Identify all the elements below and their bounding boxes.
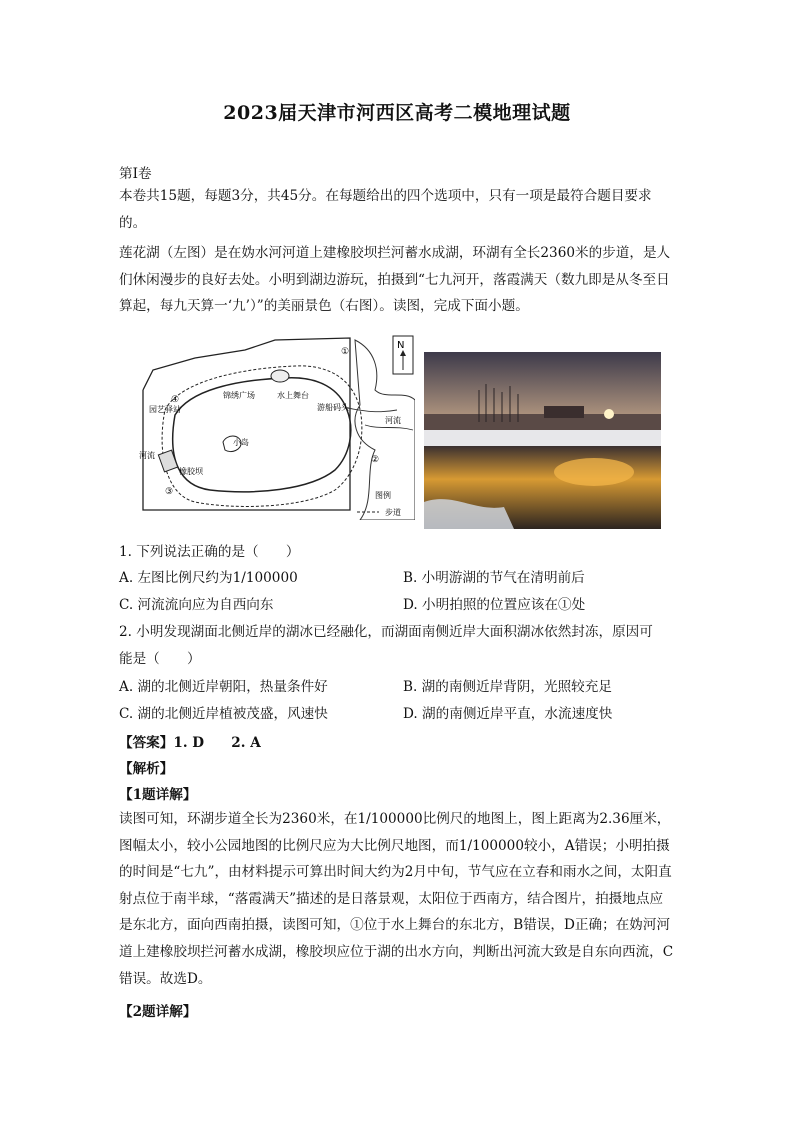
- q2-option-c: C. 湖的北侧近岸植被茂盛，风速快: [119, 706, 328, 722]
- q1-stem: 1. 下列说法正确的是（ ）: [119, 544, 300, 560]
- intro-paragraph: 本卷共15题，每题3分，共45分。在每题给出的四个选项中，只有一项是最符合题目要求的。: [119, 188, 652, 231]
- q2-stem-line1: 2. 小明发现湖面北侧近岸的湖冰已经融化，而湖面南侧近岸大面积湖冰依然封冻，原因可: [119, 624, 653, 640]
- north-label: N: [397, 340, 405, 351]
- island-label: 小岛: [233, 438, 249, 447]
- section-label: 第Ⅰ卷: [119, 166, 152, 182]
- material-paragraph: 莲花湖（左图）是在妫水河河道上建橡胶坝拦河蓄水成湖，环湖有全长2360米的步道，是人们休闲漫步的良好去处。小明到湖边游玩，拍摄到“七九河开，落霞满天（数九即是从冬至日算起，每九天算一‘九’）”的美丽景色（右图）。读图，完成下面小题。: [119, 245, 671, 315]
- q2-option-b: B. 湖的南侧近岸背阴，光照较充足: [403, 679, 612, 695]
- q1-option-a: A. 左图比例尺约为1/100000: [119, 570, 298, 586]
- detail2-heading: 【2题详解】: [119, 1004, 197, 1020]
- analysis-heading: 【解析】: [119, 761, 174, 777]
- marker-2: ②: [371, 455, 380, 465]
- lake-map-figure: [135, 330, 415, 520]
- stage-label: 水上舞台: [277, 391, 309, 400]
- legend-path-label: 步道: [385, 508, 401, 517]
- marker-4: ④: [171, 395, 180, 405]
- sunset-photo: [424, 352, 661, 529]
- yuanyi-label: 园艺驿站: [149, 405, 181, 414]
- detail1-heading: 【1题详解】: [119, 787, 197, 803]
- dock-label: 游船码头: [317, 403, 349, 412]
- river-left-label: 河流: [139, 451, 155, 460]
- document-title: 2023届天津市河西区高考二模地理试题: [223, 102, 571, 124]
- river-right-label: 河流: [385, 416, 401, 425]
- q2-stem-line2: 能是（ ）: [119, 651, 201, 667]
- dam-icon: [158, 450, 177, 472]
- q1-option-b: B. 小明游湖的节气在清明前后: [403, 570, 585, 586]
- q1-option-d: D. 小明拍照的位置应该在①处: [403, 597, 586, 613]
- dam-label: 橡胶坝: [179, 467, 203, 476]
- marker-1: ①: [341, 347, 350, 357]
- marker-3: ③: [165, 487, 174, 497]
- q2-option-d: D. 湖的南侧近岸平直，水流速度快: [403, 706, 613, 722]
- legend-title: 图例: [375, 491, 391, 500]
- answer-line: 【答案】1. D 2. A: [119, 735, 261, 751]
- detail1-paragraph: 读图可知，环湖步道全长为2360米，在1/100000比例尺的地图上，图上距离为2.36厘米，图幅太小，较小公园地图的比例尺应为大比例尺地图，而1/100000较小，A错误；小明拍摄的时间是“七九”，由材料提示可算出时间大约为2月中旬，节气应在立春和雨水之间，太阳直射点位于南半球，“落霞满天”描述的是日落景观，太阳位于西南方，结合图片，拍摄地点应是东北方，面向西南拍摄，读图可知，①位于水上舞台的东北方，B错误，D正确；在妫河河道上建橡胶坝拦河蓄水成湖，橡胶坝应位于湖的出水方向，判断出河流大致是自东向西流，C错误。故选D。: [119, 811, 674, 987]
- q2-option-a: A. 湖的北侧近岸朝阳，热量条件好: [119, 679, 328, 695]
- q1-option-c: C. 河流流向应为自西向东: [119, 597, 274, 613]
- jinxiu-label: 锦绣广场: [223, 391, 255, 400]
